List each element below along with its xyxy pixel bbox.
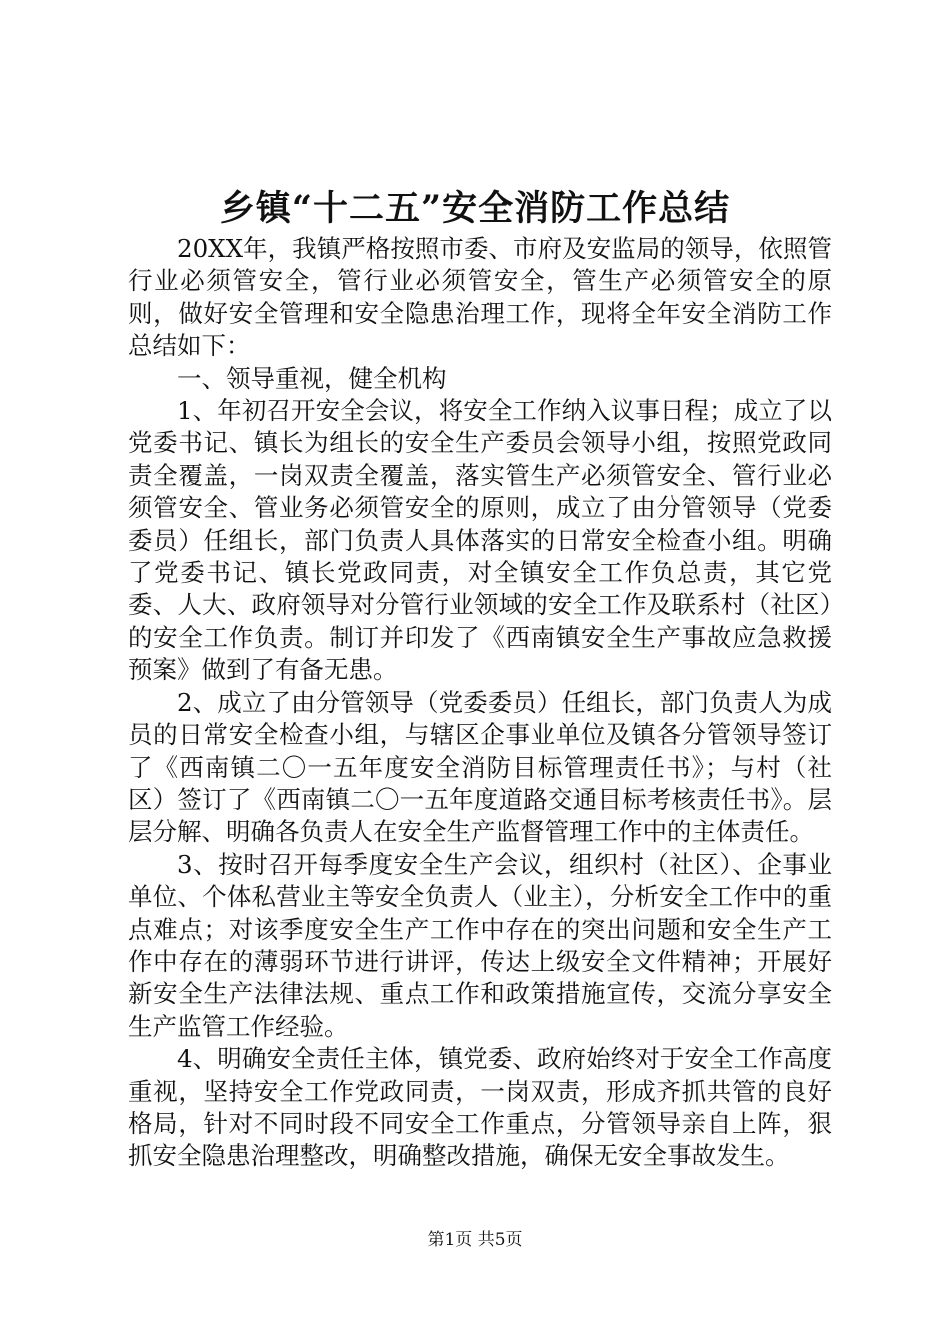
page-number-footer: 第1页 共5页 (427, 1230, 523, 1250)
intro-paragraph: 20XX年，我镇严格按照市委、市府及安监局的领导，依照管行业必须管安全，管行业必须管安全，管生产必须管安全的原则，做好安全管理和安全隐患治理工作，现将全年安全消防工作总结如下： (128, 234, 832, 361)
document-title: 乡镇“十二五”安全消防工作总结 (219, 188, 731, 229)
paragraph-item-2: 2、成立了由分管领导（党委委员）任组长，部门负责人为成员的日常安全检查小组，与辖区企事业单位及镇各分管领导签订了《西南镇二〇一五年度安全消防目标管理责任书》；与村（社区）签订了《西南镇二〇一五年度道路交通目标考核责任书》。层层分解、明确各负责人在安全生产监督管理工作中的主体责任。 (128, 687, 832, 847)
document-body (128, 233, 832, 1173)
paragraph-item-4: 4、明确安全责任主体，镇党委、政府始终对于安全工作高度重视，坚持安全工作党政同责，一岗双责，形成齐抓共管的良好格局，针对不同时段不同安全工作重点，分管领导亲自上阵，狠抓安全隐患治理整改，明确整改措施，确保无安全事故发生。 (128, 1044, 832, 1171)
paragraph-item-3: 3、按时召开每季度安全生产会议，组织村（社区）、企事业单位、个体私营业主等安全负责人（业主），分析安全工作中的重点难点；对该季度安全生产工作中存在的突出问题和安全生产工作中存在的薄弱环节进行讲评，传达上级安全文件精神；开展好新安全生产法律法规、重点工作和政策措施宣传，交流分享安全生产监管工作经验。 (128, 849, 832, 1041)
paragraph-item-1: 1、年初召开安全会议，将安全工作纳入议事日程；成立了以党委书记、镇长为组长的安全生产委员会领导小组，按照党政同责全覆盖，一岗双责全覆盖，落实管生产必须管安全、管行业必须管安全、管业务必须管安全的原则，成立了由分管领导（党委委员）任组长，部门负责人具体落实的日常安全检查小组。明确了党委书记、镇长党政同责，对全镇安全工作负总责，其它党委、人大、政府领导对分管行业领域的安全工作及联系村（社区）的安全工作负责。制订并印发了《西南镇安全生产事故应急救援预案》做到了有备无患。 (128, 396, 832, 685)
section-heading: 一、领导重视，健全机构 (177, 363, 447, 393)
